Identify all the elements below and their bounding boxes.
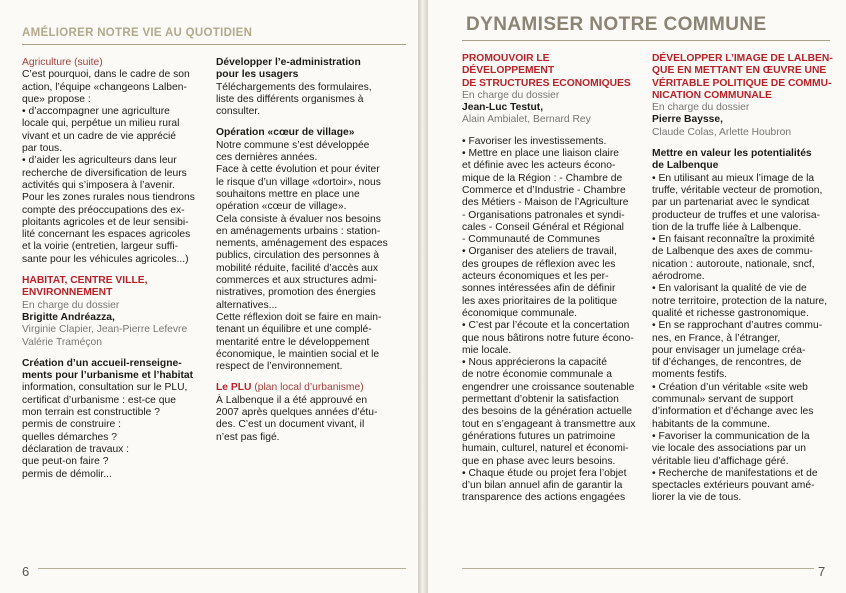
team-names-1: Virginie Clapier, Jean-Pierre Lefevre [22, 324, 188, 336]
text-line: vivant et un cadre de vie apprécié [22, 130, 176, 142]
lead-name: Jean-Luc Testut, [462, 102, 544, 114]
text-line: Notre commune s’est développée [216, 139, 370, 151]
in-charge-label: En charge du dossier [462, 89, 560, 101]
text-line: humain, culturel, naturel et économi- [462, 443, 629, 455]
text-line: - Organisations patronales et syndi- [462, 209, 625, 221]
text-line: souhaitons mettre en place une [216, 188, 360, 200]
text-line: que nous bâtirons notre future écono- [462, 332, 634, 344]
text-line: action, l’équipe «changeons Lalben- [22, 81, 187, 93]
plu-title: Le PLU [216, 382, 252, 394]
text-line: n’est pas figé. [216, 431, 280, 443]
text-line: des besoins de la génération actuelle [462, 406, 633, 418]
text-line: recherche de diversification de leurs [22, 167, 187, 179]
text-line: Pour les zones rurales nous tiendrons [22, 192, 195, 204]
right-column-2 [652, 53, 834, 505]
eadmin-title-line-2: pour les usagers [216, 69, 299, 81]
footer-divider-right [462, 568, 814, 569]
text-line: le risque d’un village «dortoir», nous [216, 176, 381, 188]
text-line: spectacles extérieurs pouvant amé- [652, 480, 815, 492]
text-line: • En se rapprochant d’autres commu- [652, 320, 823, 332]
text-line: des. C’est un document vivant, il [216, 419, 365, 431]
in-charge-label: En charge du dossier [22, 299, 120, 311]
text-line: sante pour les véhicules agricoles...) [22, 253, 189, 265]
eadmin-title-line-1: Développer l’e-administration [216, 57, 361, 68]
text-line: moments festifs. [652, 369, 727, 381]
text-line: d’un bilan annuel afin de garantir la [462, 480, 623, 492]
text-line: pour envisager un jumelage créa- [652, 344, 806, 356]
header-divider [22, 44, 406, 45]
text-line: • Chaque étude ou projet fera l’objet [462, 467, 627, 479]
agriculture-text [22, 69, 202, 266]
text-line: de notre économie communale a [462, 369, 612, 381]
coeur-village-title: Opération «cœur de village» [216, 127, 355, 139]
text-line: déclaration de travaux : [22, 443, 130, 455]
accueil-title-line-2: ments pour l’urbanisme et l’habitat [22, 370, 194, 382]
page-number-right: 7 [818, 564, 826, 579]
text-line: que» propose : [22, 93, 91, 105]
text-line: des Métiers - Maison de l’Agriculture [462, 197, 629, 209]
text-line: • Favoriser la communication de la [652, 430, 810, 442]
text-line: que en phase avec leurs besoins. [462, 455, 616, 467]
text-line: nements, aménagement des espaces [216, 238, 388, 250]
text-line: économique communale. [462, 307, 578, 319]
lead-name: Pierre Baysse, [652, 114, 723, 126]
text-line: permettant d’obtenir la satisfaction [462, 394, 619, 406]
in-charge-label: En charge du dossier [652, 102, 750, 114]
left-column-2 [216, 57, 406, 444]
text-line: opération «cœur de village». [216, 201, 347, 213]
text-line: • Mettre en place une liaison claire [462, 148, 619, 160]
text-line: mobilité réduite, facilité d’accès aux [216, 262, 378, 274]
left-column-1 [22, 57, 202, 481]
potentialites-text [652, 173, 834, 505]
text-line: respect de l’environnement. [216, 361, 343, 373]
text-line: nistratives, promotion des énergies [216, 287, 376, 299]
economic-text [462, 136, 642, 505]
text-line: • Organiser des ateliers de travail, [462, 246, 617, 258]
text-line: Commerce et d’Industrie - Chambre [462, 184, 626, 196]
text-line: • En faisant reconnaître la proximité [652, 234, 815, 246]
text-line: aérodrome. [652, 271, 705, 283]
page-number-left: 6 [22, 564, 30, 579]
text-line: information, consultation sur le PLU, [22, 382, 188, 394]
text-line: tenant un équilibre et une complé- [216, 324, 372, 336]
right-page-header: DYNAMISER NOTRE COMMUNE [466, 14, 767, 35]
image-title-line-3: VÉRITABLE POLITIQUE DE COMMU- [652, 77, 832, 89]
text-line: 2007 après quelques années d’étu- [216, 407, 378, 419]
text-line: publics, circulation des personnes à [216, 250, 380, 262]
lead-name: Brigitte Andréazza, [22, 311, 115, 323]
accueil-text [22, 382, 202, 480]
text-line: habitants de la commune. [652, 418, 770, 430]
text-line: Cette réflexion doit se faire en main- [216, 311, 382, 323]
agriculture-subtitle: Agriculture (suite) [22, 57, 103, 68]
image-title-line-2: QUE EN METTANT EN ŒUVRE UNE [652, 65, 827, 77]
text-line: mentarité entre le développement [216, 336, 370, 348]
text-line: générations futures un patrimoine [462, 430, 616, 442]
text-line: les axes prioritaires de la politique [462, 295, 618, 307]
text-line: liste des différents organismes à [216, 93, 364, 105]
text-line: • Nous apprécierons la capacité [462, 357, 607, 369]
economic-title-line-2: DE STRUCTURES ECONOMIQUES [462, 77, 631, 89]
text-line: tif d’échanges, de rencontres, de [652, 357, 802, 369]
text-line: ploitants agricoles et de leur sensibi- [22, 216, 189, 228]
footer-divider-left [38, 568, 406, 569]
text-line: • Favoriser les investissements. [462, 135, 607, 147]
team-names: Claude Colas, Arlette Houbron [652, 126, 792, 138]
plu-subtitle: (plan local d’urbanisme) [251, 382, 364, 394]
spine-gutter [418, 0, 428, 593]
text-line: locale qui, perpétue un milieu rural [22, 118, 180, 130]
text-line: • Création d’un véritable «site web [652, 381, 808, 393]
text-line: vie locale des associations par un [652, 443, 806, 455]
habitat-title-line-1: HABITAT, CENTRE VILLE, [22, 275, 148, 287]
team-names-2: Valérie Traméçon [22, 336, 102, 348]
text-line: tion de la truffe liée à Lalbenque. [652, 221, 802, 233]
text-line: consulter. [216, 106, 261, 118]
text-line: transparence des actions engagées [462, 492, 626, 504]
text-line: en aménagements urbains : station- [216, 225, 381, 237]
text-line: • d’accompagner une agriculture [22, 106, 170, 118]
text-line: permis de démolir... [22, 468, 112, 480]
left-page-header: AMÉLIORER NOTRE VIE AU QUOTIDIEN [22, 27, 253, 39]
text-line: alternatives... [216, 299, 278, 311]
text-line: • d’aider les agriculteurs dans leur [22, 155, 177, 167]
text-line: compte des préoccupations des ex- [22, 204, 185, 216]
potentialites-title-line-1: Mettre en valeur les potentialités [652, 148, 812, 160]
economic-title-line-1: PROMOUVOIR LE DÉVELOPPEMENT [462, 53, 555, 77]
text-line: truffe, véritable vecteur de promotion, [652, 184, 823, 196]
eadmin-text [216, 82, 406, 119]
potentialites-title-line-2: de Lalbenque [652, 160, 719, 172]
text-line: ces dernières années. [216, 152, 318, 164]
text-line: certificat d’urbanisme : est-ce que [22, 394, 176, 406]
text-line: Face à cette évolution et pour éviter [216, 164, 380, 176]
text-line: mique de la Région : - Chambre de [462, 172, 623, 184]
text-line: et définie avec les acteurs écono- [462, 160, 616, 172]
text-line: des groupes de réflexion avec les [462, 258, 616, 270]
text-line: mie locale. [462, 344, 512, 356]
accueil-title-line-1: Création d’un accueil-renseigne- [22, 357, 182, 369]
text-line: que peut-on faire ? [22, 456, 109, 468]
text-line: acteurs économiques et les per- [462, 271, 609, 283]
text-line: notre territoire, protection de la nature, [652, 295, 828, 307]
text-line: nication : autoroute, nationale, sncf, [652, 258, 815, 270]
text-line: sonnes intéressées afin de définir [462, 283, 616, 295]
text-line: quelles démarches ? [22, 431, 118, 443]
text-line: par tous. [22, 143, 63, 155]
image-title-line-4: NICATION COMMUNALE [652, 89, 772, 101]
text-line: liorer la vie de tous. [652, 492, 742, 504]
text-line: • C’est par l’écoute et la concertation [462, 320, 630, 332]
text-line: véritable lieu d’affichage géré. [652, 455, 789, 467]
text-line: cales - Conseil Général et Régional [462, 221, 624, 233]
plu-text [216, 395, 406, 444]
coeur-village-text [216, 140, 406, 374]
text-line: • Recherche de manifestations et de [652, 467, 818, 479]
text-line: • En utilisant au mieux l’image de la [652, 172, 815, 184]
right-column-1 [462, 53, 642, 505]
text-line: tout en s’engageant à transmettre aux [462, 418, 636, 430]
team-names: Alain Ambialet, Bernard Rey [462, 114, 591, 126]
text-line: et la voirie (entretien, largeur suffi- [22, 241, 179, 253]
text-line: permis de construire : [22, 419, 122, 431]
text-line: - Communauté de Communes [462, 234, 600, 246]
plu-heading [216, 382, 406, 394]
text-line: mon terrain est constructible ? [22, 407, 160, 419]
text-line: commerces et aux structures admi- [216, 275, 377, 287]
text-line: lité concernant les espaces agricoles [22, 229, 191, 241]
text-line: par un partenariat avec le syndicat [652, 197, 810, 209]
header-divider-right [462, 40, 830, 41]
text-line: nes, en France, à l’étranger, [652, 332, 781, 344]
text-line: économique, le maintien social et le [216, 348, 380, 360]
text-line: • En valorisant la qualité de vie de [652, 283, 807, 295]
text-line: d’information et d’échange avec les [652, 406, 814, 418]
text-line: À Lalbenque il a été approuvé en [216, 394, 368, 406]
text-line: qualité et richesse gastronomique. [652, 307, 809, 319]
text-line: Cela consiste à évaluer nos besoins [216, 213, 381, 225]
text-line: Téléchargements des formulaires, [216, 81, 372, 93]
text-line: activités qui s’imposera à l’avenir. [22, 179, 175, 191]
text-line: communal» servant de support [652, 394, 794, 406]
text-line: de Lalbenque des axes de commu- [652, 246, 813, 258]
text-line: engendrer une croissance soutenable [462, 381, 635, 393]
image-title-line-1: DÉVELOPPER L’IMAGE DE LALBEN- [652, 53, 833, 64]
text-line: producteur de truffes et une valorisa- [652, 209, 821, 221]
text-line: C’est pourquoi, dans le cadre de son [22, 69, 190, 81]
habitat-title-line-2: ENVIRONNEMENT [22, 287, 113, 299]
